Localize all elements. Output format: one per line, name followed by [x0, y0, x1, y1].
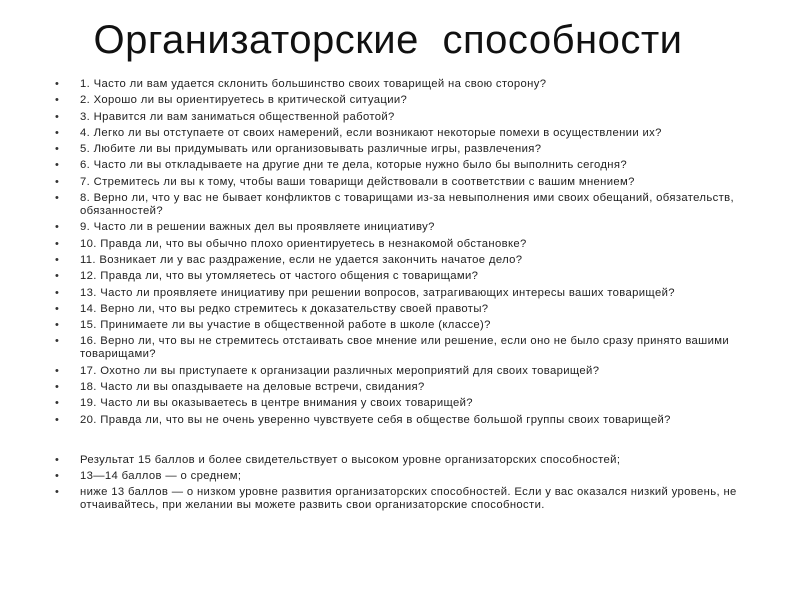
question-item: • 15. Принимаете ли вы участие в общественной работе в школе (классе)? — [55, 319, 760, 332]
question-item: • 3. Нравится ли вам заниматься общественной работой? — [55, 111, 760, 124]
question-item: • 7. Стремитесь ли вы к тому, чтобы ваши товарищи действовали в соответствии с вашим мнением? — [55, 176, 760, 189]
result-item: • ниже 13 баллов — о низком уровне развития организаторских способностей. Если у вас оказался низкий уровень, не отчаивайтесь, при желании вы можете развить свои организаторские способности. — [55, 486, 760, 512]
question-list — [55, 78, 760, 516]
question-item: • 19. Часто ли вы оказываетесь в центре внимания у своих товарищей? — [55, 397, 760, 410]
question-item: • 16. Верно ли, что вы не стремитесь отстаивать свое мнение или решение, если оно не было сразу принято вашими товарищами? — [55, 335, 760, 361]
question-item: • 2. Хорошо ли вы ориентируетесь в критической ситуации? — [55, 94, 760, 107]
slide-title: Организаторские способности — [93, 18, 683, 62]
question-item: • 18. Часто ли вы опаздываете на деловые встречи, свидания? — [55, 381, 760, 394]
question-item: • 11. Возникает ли у вас раздражение, если не удается закончить начатое дело? — [55, 254, 760, 267]
question-item: • 13. Часто ли проявляете инициативу при решении вопросов, затрагивающих интересы ваших товарищей? — [55, 287, 760, 300]
question-item: • 4. Легко ли вы отступаете от своих намерений, если возникают некоторые помехи в осуществлении их? — [55, 127, 760, 140]
question-item: • 5. Любите ли вы придумывать или организовывать различные игры, развлечения? — [55, 143, 760, 156]
question-item: • 6. Часто ли вы откладываете на другие дни те дела, которые нужно было бы выполнить сегодня? — [55, 159, 760, 172]
question-item: • 17. Охотно ли вы приступаете к организации различных мероприятий для своих товарищей? — [55, 365, 760, 378]
question-item: • 8. Верно ли, что у вас не бывает конфликтов с товарищами из-за невыполнения ими своих обещаний, обязательств, обязанностей? — [55, 192, 760, 218]
result-item: • Результат 15 баллов и более свидетельствует о высоком уровне организаторских способностей; — [55, 454, 760, 467]
question-item: • 12. Правда ли, что вы утомляетесь от частого общения с товарищами? — [55, 270, 760, 283]
question-item: • 1. Часто ли вам удается склонить большинство своих товарищей на свою сторону? — [55, 78, 760, 91]
result-item: • 13—14 баллов — о среднем; — [55, 470, 760, 483]
question-item: • 10. Правда ли, что вы обычно плохо ориентируетесь в незнакомой обстановке? — [55, 238, 760, 251]
question-item: • 14. Верно ли, что вы редко стремитесь к доказательству своей правоты? — [55, 303, 760, 316]
question-item: • 20. Правда ли, что вы не очень уверенно чувствуете себя в обществе большой группы своих товарищей? — [55, 414, 760, 427]
question-item: • 9. Часто ли в решении важных дел вы проявляете инициативу? — [55, 221, 760, 234]
